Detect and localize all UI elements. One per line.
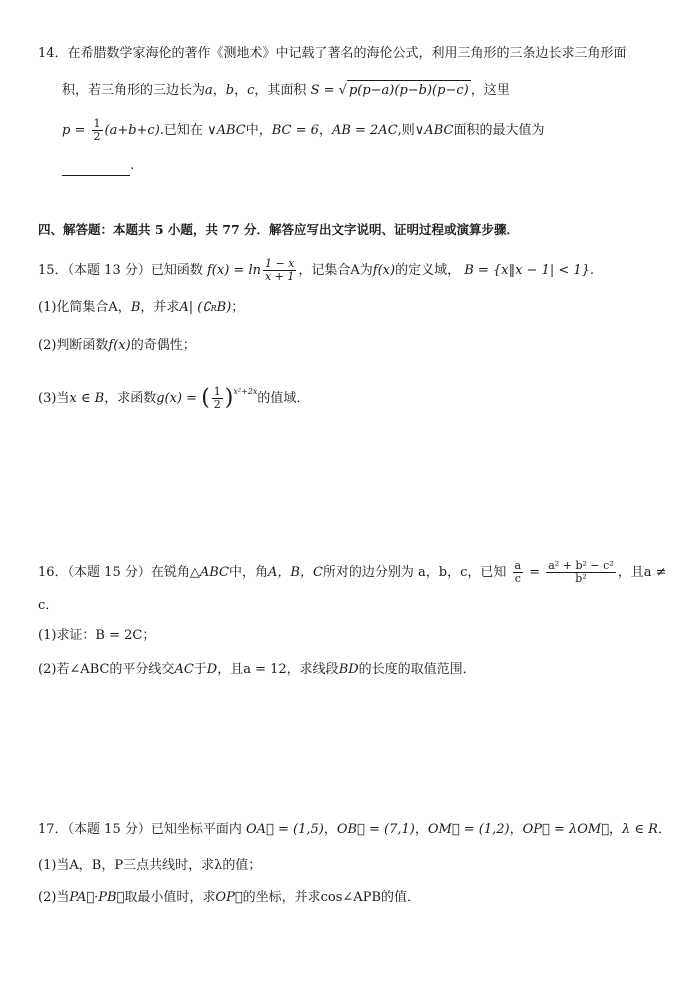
q17-part1: (1)当A，B，P三点共线时，求λ的值；	[38, 858, 262, 873]
q14-answer-blank: .	[62, 156, 134, 176]
q17-head: 17．（本题 15 分）已知坐标平面内 OA⃗ = (1,5)，OB⃗ = (7,1)，OM⃗ = (1,2)，OP⃗ = λOM⃗，λ ∈ R．	[38, 822, 671, 837]
ratio-a-c: $\frac{a}{c}$	[514, 559, 522, 585]
q14-line1: 14．在希腊数学家海伦的著作《测地术》中记载了著名的海伦公式，利用三角形的三条边长求三角形面	[38, 46, 627, 61]
q16-head: 16．（本题 15 分）在锐角△ABC中，角A，B，C所对的边分别为 a，b，c，已知 $\frac{a}{c}$ = $\frac{\text{a² + b² − c²}}{\text{b²}}$ ，且a ≠	[38, 559, 667, 585]
cosine-fraction: $\frac{\text{a² + b² − c²}}{\text{b²}}$	[548, 559, 614, 585]
q17-part2: (2)当PA⃗·PB⃗取最小值时，求OP⃗的坐标，并求cos∠APB的值．	[38, 890, 421, 905]
q16-part1: (1)求证：B = 2C；	[38, 628, 156, 643]
q14-line3: p = $\frac{1}{2}$ (a+b+c).已知在 ∨ABC中，BC = 6，AB = 2AC,则∨ABC面积的最大值为	[62, 117, 545, 143]
q14-line2: 积，若三角形的三边长为a，b，c，其面积 S = √ p(p−a)(p−b)(p−c) ，这里	[62, 80, 510, 101]
log-fraction: $\frac{1 - x}{x + 1}$	[264, 257, 295, 283]
q15-part2: (2)判断函数f(x)的奇偶性；	[38, 338, 196, 353]
q15-part3: (3)当x ∈ B，求函数g(x) = ( $\frac{1}{2}$ )$^{x^2+2x}$的值域．	[38, 385, 310, 411]
q16-head-cont: c．	[38, 598, 59, 613]
q15-head: 15．（本题 13 分）已知函数 f(x) = ln $\frac{1 - x}{x + 1}$ ，记集合A为f(x)的定义域， B = {x‖x − 1| < 1}.	[38, 257, 595, 283]
q15-part1: (1)化简集合A，B，并求A| (∁RB)；	[38, 300, 245, 315]
answer-blank[interactable]	[62, 161, 130, 176]
section-heading: 四、解答题：本题共 5 小题，共 77 分．解答应写出文字说明、证明过程或演算步骤．	[38, 222, 520, 237]
half-base-fraction: $\frac{1}{2}$	[213, 385, 221, 411]
half-fraction: $\frac{1}{2}$	[93, 117, 101, 143]
heron-formula: S = √ p(p−a)(p−b)(p−c)	[311, 83, 471, 98]
q16-part2: (2)若∠ABC的平分线交AC于D，且a = 12，求线段BD的长度的取值范围．	[38, 662, 476, 677]
